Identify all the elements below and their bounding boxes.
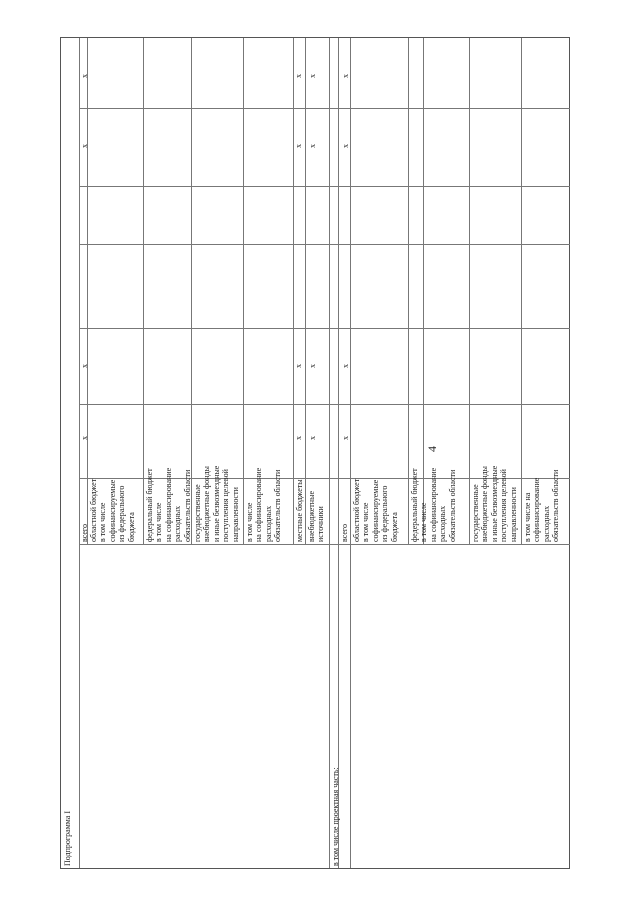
row-divider	[79, 544, 570, 545]
row-divider	[79, 186, 570, 187]
x-mark: x	[80, 436, 89, 440]
x-mark: x	[341, 144, 350, 148]
row-line	[350, 38, 351, 544]
row-line	[408, 38, 409, 544]
row-a-4: в том числе на софинансирование расходных обязательств области	[245, 467, 283, 542]
row-divider	[79, 108, 570, 109]
funding-table	[60, 37, 570, 869]
row-a-2: федеральный бюджет в том числе на софинансирование расходных обязательств области	[145, 467, 192, 542]
row-line	[243, 38, 244, 544]
x-mark: x	[308, 436, 317, 440]
column-divider	[338, 38, 339, 868]
row-b-3: государственные внебюджетные фонды и иные безвозмездные поступления целевой направленности	[471, 465, 518, 542]
page-number: 4	[425, 446, 439, 452]
x-mark: x	[308, 144, 317, 148]
x-mark: x	[341, 364, 350, 368]
x-mark: x	[80, 144, 89, 148]
row-b-4: в том числе на софинансирование расходных обязательств области	[523, 469, 561, 542]
projected-part-label: в том числе проектная часть:	[331, 767, 340, 866]
row-line	[469, 38, 470, 544]
row-line	[87, 38, 88, 544]
row-divider	[79, 328, 570, 329]
row-b-1: областной бюджет в том числе софинансируемые из федерального бюджета	[352, 478, 399, 542]
x-mark: x	[294, 364, 303, 368]
x-mark: x	[294, 436, 303, 440]
x-mark: x	[308, 364, 317, 368]
subprogram-label: Подпрограмма I	[63, 810, 72, 866]
row-divider	[79, 404, 570, 405]
row-line	[143, 38, 144, 544]
row-a-0: всего	[80, 523, 89, 542]
row-a-5: местные бюджеты	[295, 479, 304, 542]
column-divider	[329, 38, 330, 868]
row-b-0: всего	[340, 523, 349, 542]
row-divider	[79, 244, 570, 245]
row-b-2: федеральный бюджет в том числе на софинансирование расходных обязательств области	[410, 467, 457, 542]
x-mark: x	[80, 74, 89, 78]
x-mark: x	[308, 74, 317, 78]
row-line	[521, 38, 522, 544]
row-line	[305, 38, 306, 544]
row-line	[293, 38, 294, 544]
x-mark: x	[341, 436, 350, 440]
x-mark: x	[80, 364, 89, 368]
x-mark: x	[294, 74, 303, 78]
x-mark: x	[294, 144, 303, 148]
column-divider	[79, 38, 80, 868]
row-a-3: государственные внебюджетные фонды и иные безвозмездные поступления целевой направленности	[193, 465, 240, 542]
row-a-1: областной бюджет в том числе софинансируемые из федерального бюджета	[89, 478, 136, 542]
x-mark: x	[341, 74, 350, 78]
row-a-6: внебюджетные источники	[307, 491, 326, 542]
